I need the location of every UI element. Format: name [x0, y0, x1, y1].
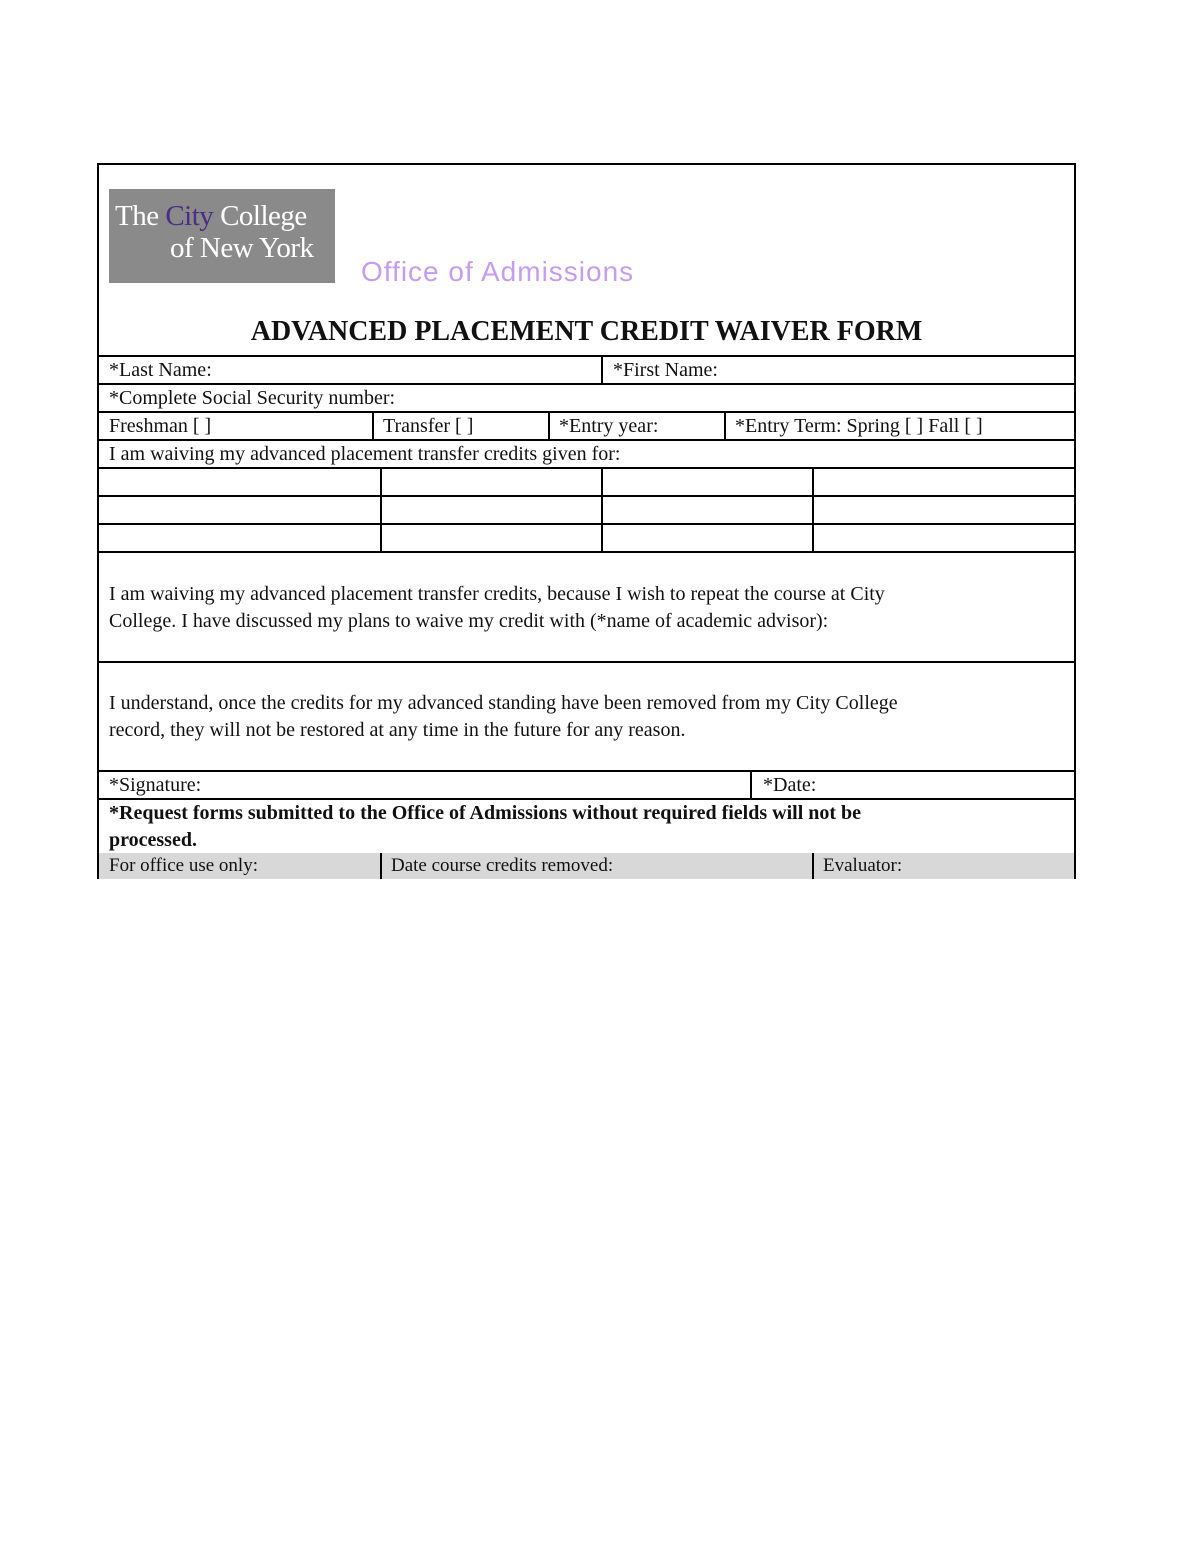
- date-field[interactable]: *Date:: [763, 774, 817, 796]
- required-fields-notice: [109, 800, 1059, 854]
- notice-line-2: processed.: [109, 829, 197, 851]
- logo-word-college: College: [220, 200, 307, 232]
- row-divider: [99, 467, 1074, 469]
- office-use-label: For office use only:: [109, 855, 258, 876]
- form-title: ADVANCED PLACEMENT CREDIT WAIVER FORM: [250, 316, 923, 347]
- logo-line-1: [115, 201, 307, 231]
- grid-col-divider: [380, 467, 382, 551]
- understand-statement-line-2: record, they will not be restored at any time in the future for any reason.: [109, 719, 686, 741]
- repeat-course-statement: [109, 581, 1059, 635]
- repeat-statement-line-2: College. I have discussed my plans to waive my credit with (*name of academic advisor):: [109, 610, 829, 632]
- date-credits-removed-label: Date course credits removed:: [391, 855, 614, 876]
- college-logo: [109, 189, 335, 283]
- col-divider: [548, 411, 550, 439]
- row-divider: [99, 661, 1074, 663]
- row-divider: [99, 523, 1074, 525]
- col-divider: [372, 411, 374, 439]
- grid-col-divider: [812, 467, 814, 551]
- understand-statement: [109, 690, 1059, 744]
- notice-line-1: *Request forms submitted to the Office of Admissions without required fields will not be: [109, 802, 862, 824]
- grid-col-divider: [601, 467, 603, 551]
- transfer-checkbox[interactable]: Transfer [ ]: [383, 415, 474, 437]
- row-divider: [99, 551, 1074, 553]
- last-name-field[interactable]: *Last Name:: [109, 359, 212, 381]
- repeat-statement-line-1: I am waiving my advanced placement transfer credits, because I wish to repeat the course at City: [109, 583, 885, 605]
- understand-statement-line-1: I understand, once the credits for my advanced standing have been removed from my City College: [109, 692, 898, 714]
- col-divider: [750, 770, 752, 798]
- logo-word-city: City: [165, 200, 214, 232]
- freshman-checkbox[interactable]: Freshman [ ]: [109, 415, 212, 437]
- col-divider: [812, 853, 814, 879]
- row-divider: [99, 355, 1074, 357]
- evaluator-label: Evaluator:: [823, 855, 903, 876]
- waiver-form: [97, 163, 1076, 879]
- entry-term-field[interactable]: *Entry Term: Spring [ ] Fall [ ]: [735, 415, 983, 437]
- col-divider: [601, 355, 603, 383]
- row-divider: [99, 495, 1074, 497]
- signature-field[interactable]: *Signature:: [109, 774, 202, 796]
- col-divider: [380, 853, 382, 879]
- entry-year-field[interactable]: *Entry year:: [559, 415, 659, 437]
- col-divider: [724, 411, 726, 439]
- waiving-for-label: I am waiving my advanced placement transfer credits given for:: [109, 443, 621, 465]
- first-name-field[interactable]: *First Name:: [613, 359, 718, 381]
- row-divider: [99, 770, 1074, 772]
- ssn-field[interactable]: *Complete Social Security number:: [109, 387, 396, 409]
- logo-line-2: of New York: [170, 232, 314, 264]
- logo-word-the: The: [115, 200, 159, 232]
- office-of-admissions: Office of Admissions: [361, 256, 635, 287]
